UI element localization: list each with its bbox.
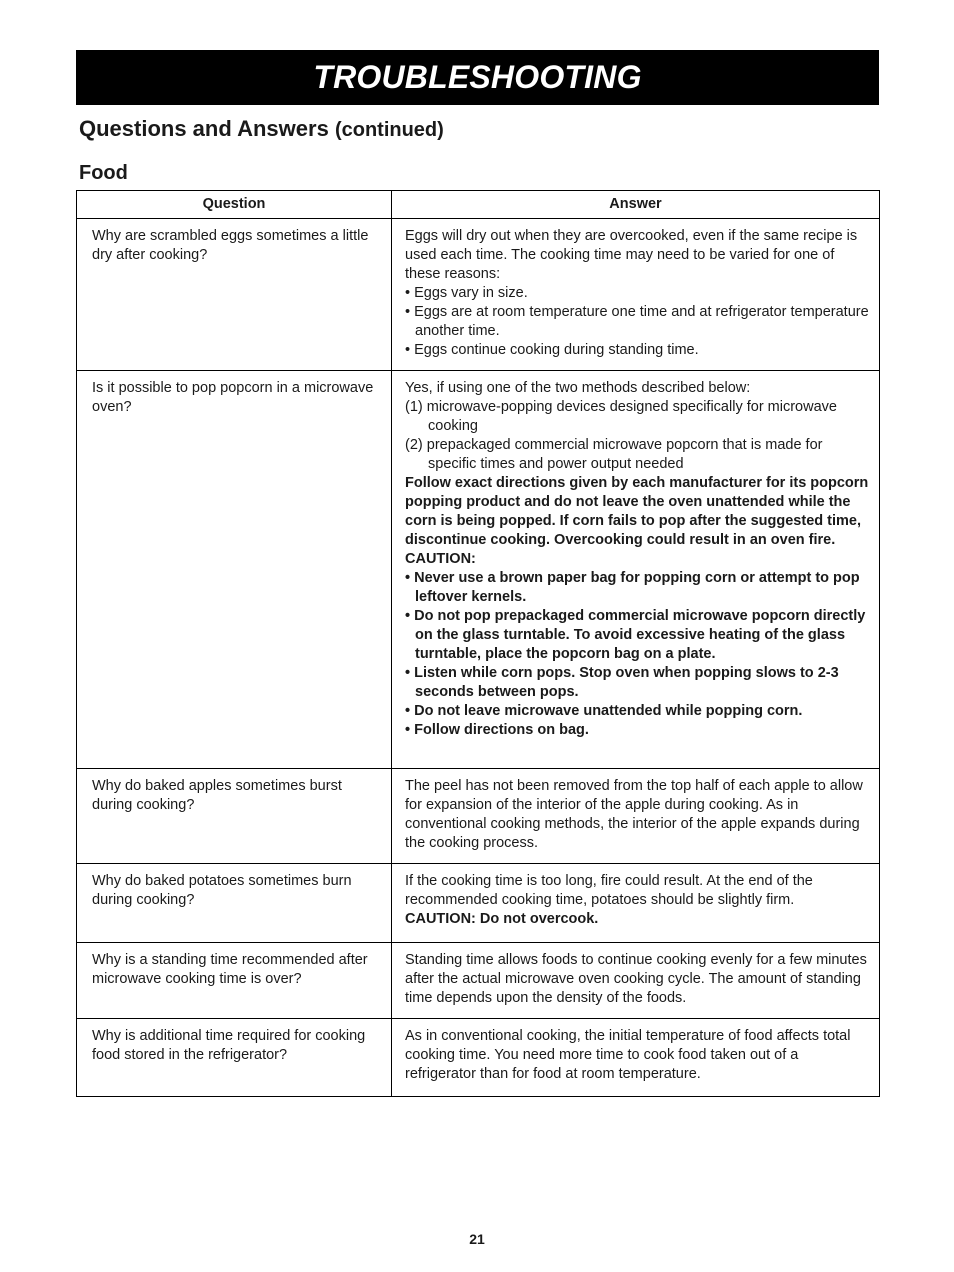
question-cell: Is it possible to pop popcorn in a microwave oven? — [77, 371, 392, 769]
table-row — [77, 371, 880, 769]
answer-text: Eggs will dry out when they are overcooked, even if the same recipe is used each time. The cooking time may need to be varied for one of these reasons: — [405, 228, 858, 282]
title-banner — [76, 50, 879, 105]
section-subtitle — [79, 116, 444, 142]
subtitle-text: Questions and Answers — [79, 116, 329, 141]
question-cell: Why do baked apples sometimes burst during cooking? — [77, 769, 392, 864]
caution-bullet: • Follow directions on bag. — [405, 722, 589, 738]
question-cell: Why do baked potatoes sometimes burn during cooking? — [77, 864, 392, 943]
table-row — [77, 1019, 880, 1097]
answer-cell: Standing time allows foods to continue cooking evenly for a few minutes after the actual microwave oven cooking cycle. The amount of standing time depends upon the density of the foods. — [392, 943, 880, 1019]
question-cell: Why is a standing time recommended after microwave cooking time is over? — [77, 943, 392, 1019]
answer-bullet: • Eggs are at room temperature one time and at refrigerator temperature another time. — [405, 304, 869, 339]
answer-numbered-item: (1) microwave-popping devices designed specifically for microwave cooking — [405, 399, 837, 434]
table-row — [77, 219, 880, 371]
answer-cell: As in conventional cooking, the initial temperature of food affects total cooking time. You need more time to cook food taken out of a refrigerator than for food at room temperature. — [392, 1019, 880, 1097]
answer-numbered-item: (2) prepackaged commercial microwave popcorn that is made for specific times and power output needed — [405, 437, 823, 472]
qa-table — [76, 190, 880, 1097]
page-number: 21 — [469, 1231, 485, 1247]
warning-text: Follow exact directions given by each manufacturer for its popcorn popping product and do not leave the oven unattended while the corn is being popped. If corn fails to pop after the suggested time, discontinue cooking. Overcooking could result in an oven fire. — [405, 475, 869, 548]
answer-text: Yes, if using one of the two methods described below: — [405, 380, 751, 396]
section-heading: Food — [79, 162, 128, 184]
column-header-answer: Answer — [392, 191, 880, 219]
caution-label: CAUTION: — [405, 551, 476, 567]
answer-cell — [392, 219, 880, 371]
answer-bullet: • Eggs continue cooking during standing time. — [405, 342, 699, 358]
table-row — [77, 943, 880, 1019]
caution-text: CAUTION: Do not overcook. — [405, 911, 599, 927]
table-header-row — [77, 191, 880, 219]
table-row — [77, 864, 880, 943]
question-cell: Why are scrambled eggs sometimes a little dry after cooking? — [77, 219, 392, 371]
answer-bullet: • Eggs vary in size. — [405, 285, 528, 301]
question-cell: Why is additional time required for cooking food stored in the refrigerator? — [77, 1019, 392, 1097]
caution-bullet: • Do not pop prepackaged commercial microwave popcorn directly on the glass turntable. To avoid excessive heating of the glass turntable, place the popcorn bag on a plate. — [405, 608, 866, 662]
page-title: TROUBLESHOOTING — [313, 59, 642, 95]
answer-cell: The peel has not been removed from the top half of each apple to allow for expansion of the interior of the apple during cooking. As in conventional cooking methods, the interior of the apple expands during the cooking process. — [392, 769, 880, 864]
subtitle-suffix: (continued) — [334, 119, 444, 141]
answer-cell — [392, 864, 880, 943]
column-header-question: Question — [77, 191, 392, 219]
answer-cell — [392, 371, 880, 769]
answer-text: If the cooking time is too long, fire could result. At the end of the recommended cooking time, potatoes should be slightly firm. — [405, 873, 813, 908]
table-row — [77, 769, 880, 864]
caution-bullet: • Never use a brown paper bag for popping corn or attempt to pop leftover kernels. — [405, 570, 860, 605]
caution-bullet: • Do not leave microwave unattended while popping corn. — [405, 703, 803, 719]
caution-bullet: • Listen while corn pops. Stop oven when popping slows to 2-3 seconds between pops. — [405, 665, 839, 700]
